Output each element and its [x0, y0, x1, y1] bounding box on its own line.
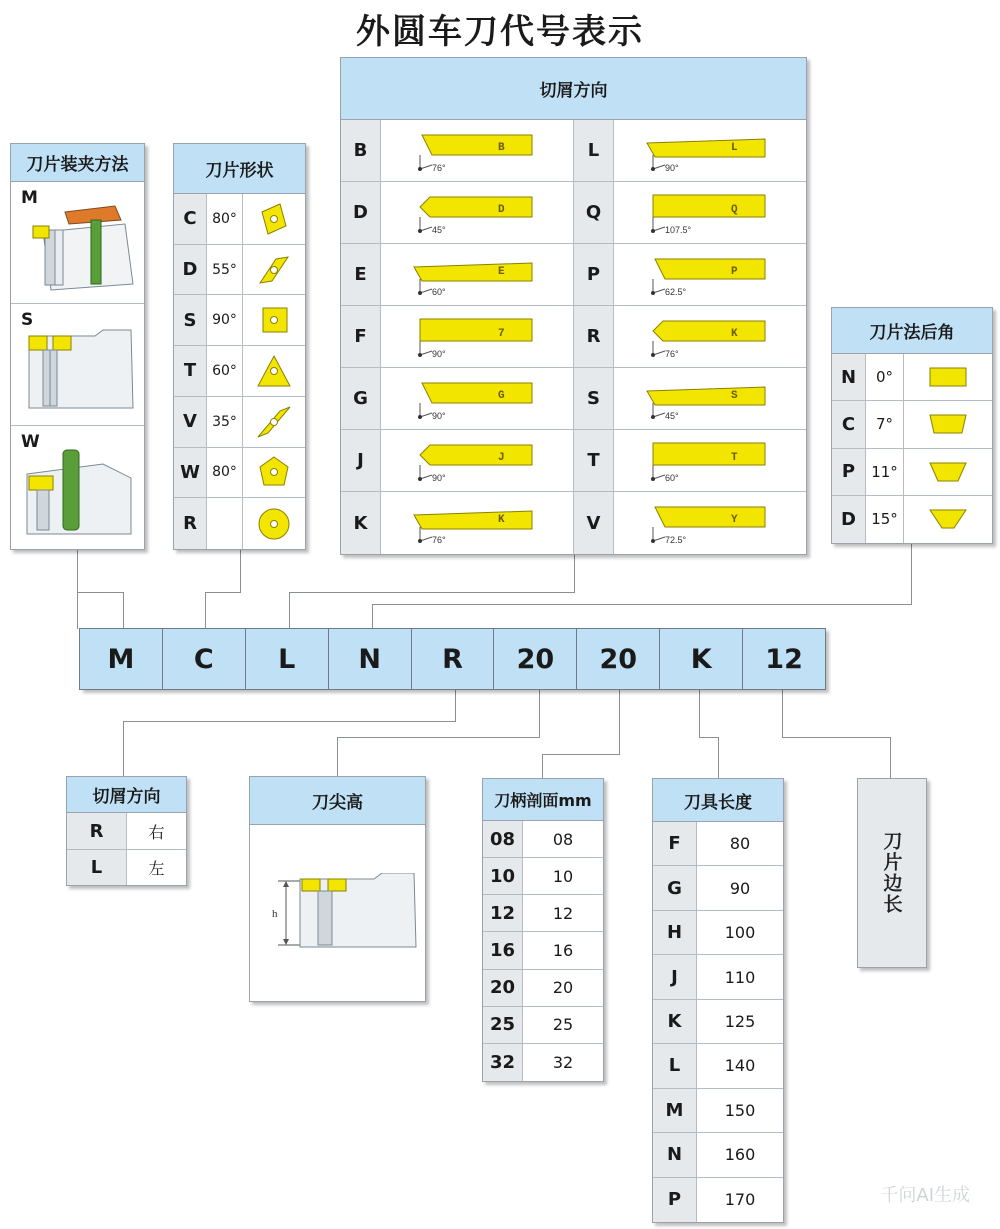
clearance-angle: 7° — [866, 401, 904, 447]
connector-length-v1 — [699, 690, 700, 738]
length-row — [653, 1089, 783, 1133]
shank-code: 20 — [483, 970, 523, 1006]
height-panel — [249, 776, 426, 1002]
length-row — [653, 1133, 783, 1177]
tool-angle: 107.5° — [665, 224, 692, 235]
shank-row — [483, 932, 603, 969]
direction-profile — [381, 430, 574, 491]
shape-row — [174, 245, 305, 296]
shank-value: 10 — [552, 866, 574, 886]
length-code: J — [653, 955, 697, 998]
tool-profile-icon — [402, 125, 552, 177]
shank-value: 32 — [552, 1052, 574, 1072]
shape-code: T — [174, 346, 207, 396]
shank-panel — [482, 778, 604, 1082]
connector-clearance — [911, 543, 912, 605]
length-value: 100 — [724, 923, 756, 943]
shape-code: D — [174, 245, 207, 295]
connector-height-v2 — [337, 737, 338, 777]
shank-header: 刀柄剖面mm — [483, 779, 603, 821]
tool-profile-icon — [635, 435, 785, 487]
length-value: 160 — [724, 1145, 756, 1165]
clearance-code: N — [832, 354, 866, 400]
direction-row — [341, 120, 806, 182]
direction-profile — [381, 368, 574, 429]
length-value: 125 — [724, 1011, 756, 1031]
hand-value: 右 — [148, 822, 165, 842]
square-icon — [243, 295, 305, 345]
shank-row — [483, 970, 603, 1007]
shank-code: 32 — [483, 1044, 523, 1081]
clamping-code: W — [21, 432, 40, 452]
tool-letter: Y — [731, 514, 738, 526]
tool-angle: 60° — [665, 472, 679, 483]
clearance-angle: 0° — [866, 354, 904, 400]
clearance-angle: 15° — [866, 496, 904, 543]
length-code: F — [653, 822, 697, 865]
shank-row — [483, 1044, 603, 1081]
length-row — [653, 1178, 783, 1222]
tool-letter: J — [498, 451, 505, 464]
shank-row — [483, 1007, 603, 1044]
tool-profile-icon — [635, 125, 785, 177]
direction-profile — [381, 244, 574, 305]
direction-profile — [614, 368, 806, 429]
edge-length-label: 刀片边长 — [880, 831, 903, 915]
connector-length-h — [699, 737, 719, 738]
tool-letter: 7 — [498, 327, 505, 340]
clearance-angle: 11° — [866, 449, 904, 495]
tool-profile-icon — [402, 187, 552, 239]
clearance-insert-icon — [904, 354, 992, 400]
shank-value: 20 — [552, 978, 574, 998]
direction-profile — [614, 306, 806, 367]
connector-clamping-h — [77, 592, 123, 593]
length-value: 140 — [724, 1056, 756, 1076]
clamping-code: S — [21, 310, 34, 330]
direction-code: G — [341, 368, 381, 429]
direction-row — [341, 368, 806, 430]
clearance-code: P — [832, 449, 866, 495]
code-bar — [80, 628, 826, 690]
connector-shank-v1 — [619, 690, 620, 755]
shank-code: 12 — [483, 895, 523, 931]
tool-letter: L — [731, 141, 738, 154]
connector-shape — [240, 549, 241, 592]
direction-code: J — [341, 430, 381, 491]
shape-angle: 55° — [207, 245, 243, 295]
shape-code: S — [174, 295, 207, 345]
shape-angle: 90° — [207, 295, 243, 345]
direction-row — [341, 306, 806, 368]
shape-code: W — [174, 448, 207, 498]
tool-letter: S — [731, 389, 738, 402]
direction-row — [341, 430, 806, 492]
length-value: 90 — [729, 878, 751, 898]
screw-clamp-icon — [25, 328, 140, 418]
connector-shank-h — [542, 754, 620, 755]
shape-row — [174, 295, 305, 346]
clamping-panel — [10, 143, 145, 550]
tool-profile-icon — [635, 373, 785, 425]
direction-row — [341, 492, 806, 554]
tool-letter: D — [498, 203, 505, 216]
length-code: P — [653, 1178, 697, 1222]
direction-row — [341, 182, 806, 244]
tool-profile-icon — [402, 249, 552, 301]
height-h-label: h — [272, 908, 278, 920]
clearance-row — [832, 401, 992, 448]
code-bar-cell: 20 — [493, 628, 577, 690]
connector-direction — [574, 555, 575, 592]
shape-header: 刀片形状 — [174, 144, 305, 194]
round-icon — [243, 498, 305, 549]
shape-angle: 60° — [207, 346, 243, 396]
direction-code: T — [574, 430, 614, 491]
direction-profile — [381, 182, 574, 243]
clamping-item-m — [11, 182, 144, 304]
shank-value: 16 — [552, 940, 574, 960]
rhombus-35-icon — [243, 397, 305, 447]
shape-angle: 35° — [207, 397, 243, 447]
tool-profile-icon — [402, 435, 552, 487]
direction-profile — [381, 492, 574, 554]
tool-profile-icon — [635, 311, 785, 363]
clearance-row — [832, 449, 992, 496]
shape-angle: 80° — [207, 448, 243, 498]
connector-shape-v — [205, 592, 206, 629]
tool-letter: B — [498, 141, 505, 154]
hand-header: 切屑方向 — [67, 777, 186, 813]
length-code: G — [653, 866, 697, 909]
connector-edge-v1 — [782, 690, 783, 738]
length-code: L — [653, 1044, 697, 1087]
code-bar-cell: C — [162, 628, 246, 690]
shank-row — [483, 858, 603, 895]
code-bar-cell: L — [245, 628, 329, 690]
connector-length-v2 — [718, 737, 719, 778]
shank-row — [483, 895, 603, 932]
tool-angle: 90° — [432, 348, 446, 359]
shape-row — [174, 346, 305, 397]
shank-code: 08 — [483, 821, 523, 857]
tool-letter: P — [731, 265, 738, 278]
connector-hand-h — [123, 721, 456, 722]
tool-angle: 45° — [665, 410, 679, 421]
length-value: 150 — [724, 1100, 756, 1120]
connector-height-v1 — [539, 690, 540, 738]
direction-profile — [614, 244, 806, 305]
shank-row — [483, 821, 603, 858]
code-bar-cell: M — [79, 628, 163, 690]
clearance-header: 刀片法后角 — [832, 308, 992, 354]
edge-length-panel — [857, 778, 927, 968]
clearance-panel — [831, 307, 993, 544]
clearance-code: C — [832, 401, 866, 447]
hand-code: L — [67, 850, 127, 885]
height-header: 刀尖高 — [250, 777, 425, 825]
direction-code: E — [341, 244, 381, 305]
direction-profile — [614, 430, 806, 491]
shape-angle — [207, 498, 243, 549]
hand-panel — [66, 776, 187, 886]
hand-value: 左 — [148, 859, 165, 878]
connector-clearance-h — [372, 604, 912, 605]
shape-code: C — [174, 194, 207, 244]
tool-letter: Q — [731, 203, 738, 216]
tool-angle: 62.5° — [665, 286, 687, 297]
tool-height-diagram — [264, 873, 434, 963]
clamping-header: 刀片装夹方法 — [11, 144, 144, 182]
rhombus-80-icon — [243, 194, 305, 244]
tool-profile-icon — [635, 497, 785, 549]
direction-profile — [614, 120, 806, 181]
tool-letter: K — [731, 327, 738, 340]
shank-value: 12 — [552, 903, 574, 923]
clearance-row — [832, 354, 992, 401]
clearance-row — [832, 496, 992, 543]
shank-code: 10 — [483, 858, 523, 894]
tool-letter: E — [498, 265, 505, 278]
direction-code: D — [341, 182, 381, 243]
connector-clamping-v — [123, 592, 124, 629]
watermark: 千问AI生成 — [880, 1185, 970, 1206]
length-value: 80 — [729, 834, 751, 854]
tool-angle: 90° — [432, 472, 446, 483]
clamping-item-w — [11, 426, 144, 549]
tool-profile-icon — [402, 311, 552, 363]
wedge-clamp-icon — [23, 444, 138, 539]
shank-value: 08 — [552, 829, 574, 849]
length-row — [653, 822, 783, 866]
clearance-insert-icon — [904, 449, 992, 495]
connector-direction-v — [289, 592, 290, 629]
tool-angle: 90° — [432, 410, 446, 421]
shape-row — [174, 194, 305, 245]
triangle-icon — [243, 346, 305, 396]
length-row — [653, 1044, 783, 1088]
length-code: H — [653, 911, 697, 954]
hand-row — [67, 813, 186, 850]
tool-angle: 76° — [432, 535, 446, 545]
direction-profile — [381, 306, 574, 367]
shape-panel — [173, 143, 306, 550]
shape-row — [174, 448, 305, 499]
length-row — [653, 955, 783, 999]
hand-row — [67, 850, 186, 885]
code-bar-cell: R — [411, 628, 495, 690]
length-panel — [652, 778, 784, 1223]
tool-angle: 45° — [432, 224, 446, 235]
lever-clamp-icon — [25, 204, 135, 294]
direction-code: K — [341, 492, 381, 554]
shape-code: V — [174, 397, 207, 447]
shape-code: R — [174, 498, 207, 549]
connector-shank-v2 — [542, 754, 543, 778]
connector-height-h — [337, 737, 540, 738]
code-bar-cell: K — [659, 628, 743, 690]
tool-letter: T — [731, 451, 738, 464]
length-code: N — [653, 1133, 697, 1176]
hand-code: R — [67, 813, 127, 849]
tool-profile-icon — [635, 249, 785, 301]
direction-profile — [381, 120, 574, 181]
connector-hand-v2 — [123, 721, 124, 777]
direction-code: F — [341, 306, 381, 367]
code-bar-cell: N — [328, 628, 412, 690]
connector-edge-h — [782, 737, 891, 738]
length-row — [653, 866, 783, 910]
tool-angle: 72.5° — [665, 535, 687, 545]
shank-value: 25 — [552, 1015, 574, 1035]
direction-header: 切屑方向 — [341, 58, 806, 120]
length-row — [653, 911, 783, 955]
tool-angle: 76° — [432, 162, 446, 173]
connector-hand-v1 — [455, 690, 456, 722]
direction-profile — [614, 492, 806, 554]
rhombus-55-icon — [243, 245, 305, 295]
shape-angle: 80° — [207, 194, 243, 244]
clamping-code: M — [21, 188, 38, 208]
length-code: K — [653, 1000, 697, 1043]
shape-row — [174, 498, 305, 549]
clamping-item-s — [11, 304, 144, 426]
tool-letter: G — [498, 389, 505, 402]
page-title: 外圆车刀代号表示 — [356, 12, 644, 52]
length-value: 170 — [724, 1190, 756, 1210]
tool-profile-icon — [402, 373, 552, 425]
connector-clamping — [77, 549, 123, 629]
code-bar-cell: 12 — [742, 628, 826, 690]
shank-code: 16 — [483, 932, 523, 968]
direction-code: L — [574, 120, 614, 181]
connector-clearance-v — [372, 604, 373, 629]
tool-angle: 60° — [432, 286, 446, 297]
direction-code: Q — [574, 182, 614, 243]
direction-panel — [340, 57, 807, 555]
code-bar-cell: 20 — [576, 628, 660, 690]
length-row — [653, 1000, 783, 1044]
length-code: M — [653, 1089, 697, 1132]
clearance-insert-icon — [904, 401, 992, 447]
trigon-icon — [243, 448, 305, 498]
tool-angle: 90° — [665, 162, 679, 173]
direction-code: V — [574, 492, 614, 554]
length-value: 110 — [724, 967, 756, 987]
tool-letter: K — [498, 514, 505, 526]
shape-row — [174, 397, 305, 448]
tool-angle: 76° — [665, 348, 679, 359]
direction-row — [341, 244, 806, 306]
connector-shape-h — [205, 592, 241, 593]
clearance-insert-icon — [904, 496, 992, 543]
tool-profile-icon — [635, 187, 785, 239]
direction-profile — [614, 182, 806, 243]
tool-profile-icon — [402, 497, 552, 549]
direction-code: P — [574, 244, 614, 305]
clearance-code: D — [832, 496, 866, 543]
connector-edge-v2 — [890, 737, 891, 778]
direction-code: S — [574, 368, 614, 429]
shank-code: 25 — [483, 1007, 523, 1043]
direction-code: R — [574, 306, 614, 367]
length-header: 刀具长度 — [653, 779, 783, 822]
connector-direction-h — [289, 592, 575, 593]
direction-code: B — [341, 120, 381, 181]
